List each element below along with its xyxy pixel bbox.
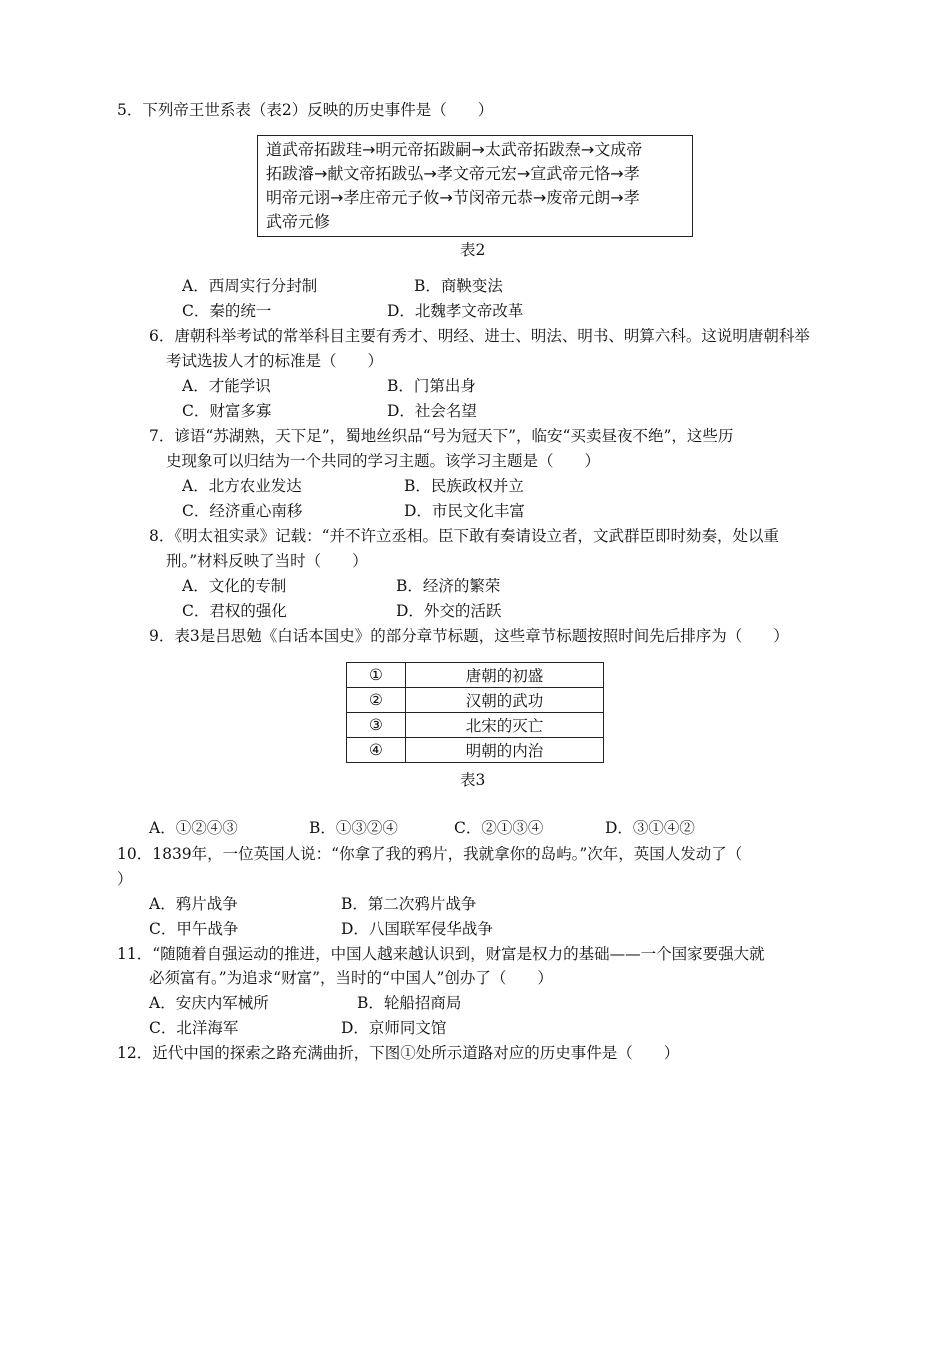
table-cell-num: ② (347, 688, 406, 713)
q5-option-b: B．商鞅变法 (414, 277, 503, 295)
q11-stem-line-1: 11．“随随着自强运动的推进，中国人越来越认识到，财富是权力的基础——一个国家要强大就 (117, 945, 765, 963)
q9-chapter-table (346, 662, 604, 763)
q12-stem: 12．近代中国的探索之路充满曲折，下图①处所示道路对应的历史事件是（ ） (117, 1044, 680, 1062)
q9-stem: 9．表3是吕思勉《白话本国史》的部分章节标题，这些章节标题按照时间先后排序为（ ） (149, 627, 789, 645)
q5-table-caption: 表2 (460, 241, 486, 259)
q8-stem-line-1: 8．《明太祖实录》记载：“并不许立丞相。臣下敢有奏请设立者，文武群臣即时劾奏，处以重 (149, 527, 780, 545)
q5-table-line-4: 武帝元修 (266, 212, 331, 231)
q5-option-a: A．西周实行分封制 (182, 277, 318, 295)
q6-option-a: A．才能学识 (182, 377, 271, 395)
table-cell-title: 明朝的内治 (406, 738, 604, 763)
q7-stem-line-1: 7．谚语“苏湖熟，天下足”，蜀地丝织品“号为冠天下”，临安“买卖昼夜不绝”，这些历 (149, 427, 734, 445)
q10-stem-line-1: 10．1839年，一位英国人说：“你拿了我的鸦片，我就拿你的岛屿。”次年，英国人发动了（ (117, 845, 743, 863)
q5-table-line-3: 明帝元诩→孝庄帝元子攸→节闵帝元恭→废帝元朗→孝 (266, 188, 640, 207)
q6-option-c: C．财富多寡 (182, 402, 272, 420)
q5-table-line-2: 拓跋濬→献文帝拓跋弘→孝文帝元宏→宣武帝元恪→孝 (266, 164, 640, 183)
q7-option-d: D．市民文化丰富 (404, 502, 525, 520)
q9-option-d: D．③①④② (605, 819, 695, 837)
q8-stem-line-2: 刑。”材料反映了当时（ ） (166, 552, 368, 570)
q10-option-d: D．八国联军侵华战争 (341, 920, 493, 938)
table-cell-title: 北宋的灭亡 (406, 713, 604, 738)
table-cell-num: ③ (347, 713, 406, 738)
q5-stem: 5．下列帝王世系表（表2）反映的历史事件是（ ） (117, 101, 494, 119)
q7-option-b: B．民族政权并立 (404, 477, 524, 495)
table-cell-title: 唐朝的初盛 (406, 663, 604, 688)
q10-stem-line-2: ） (117, 870, 133, 888)
q8-option-d: D．外交的活跃 (396, 602, 502, 620)
q11-stem-line-2: 必须富有。”为追求“财富”，当时的“中国人”创办了（ ） (149, 969, 553, 987)
q9-option-a: A．①②④③ (149, 819, 238, 837)
q9-option-c: C．②①③④ (454, 819, 544, 837)
table-row (347, 738, 604, 763)
q11-option-c: C．北洋海军 (149, 1019, 239, 1037)
q8-option-c: C．君权的强化 (182, 602, 287, 620)
q6-stem-line-1: 6．唐朝科举考试的常举科目主要有秀才、明经、进士、明法、明书、明算六科。这说明唐朝科举 (149, 327, 810, 345)
q6-stem-line-2: 考试选拔人才的标准是（ ） (166, 352, 384, 370)
q11-option-d: D．京师同文馆 (341, 1019, 447, 1037)
q11-option-a: A．安庆内军械所 (149, 994, 269, 1012)
q7-option-a: A．北方农业发达 (182, 477, 302, 495)
q5-option-c: C．秦的统一 (182, 302, 272, 320)
table-cell-num: ① (347, 663, 406, 688)
q9-table-caption: 表3 (460, 771, 486, 789)
q5-option-d: D．北魏孝文帝改革 (387, 302, 524, 320)
table-row (347, 713, 604, 738)
q6-option-b: B．门第出身 (387, 377, 476, 395)
q10-option-b: B．第二次鸦片战争 (341, 895, 477, 913)
q11-option-b: B．轮船招商局 (357, 994, 462, 1012)
q9-option-b: B．①③②④ (309, 819, 398, 837)
q6-option-d: D．社会名望 (387, 402, 477, 420)
q5-table-line-1: 道武帝拓跋珪→明元帝拓跋嗣→太武帝拓跋焘→文成帝 (266, 140, 643, 159)
q10-option-c: C．甲午战争 (149, 920, 239, 938)
table-cell-num: ④ (347, 738, 406, 763)
table-row (347, 688, 604, 713)
q7-option-c: C．经济重心南移 (182, 502, 303, 520)
q8-option-b: B．经济的繁荣 (396, 577, 501, 595)
q8-option-a: A．文化的专制 (182, 577, 287, 595)
table-cell-title: 汉朝的武功 (406, 688, 604, 713)
table-row (347, 663, 604, 688)
q7-stem-line-2: 史现象可以归结为一个共同的学习主题。该学习主题是（ ） (166, 452, 601, 470)
q5-emperor-table (257, 135, 693, 237)
q10-option-a: A．鸦片战争 (149, 895, 238, 913)
